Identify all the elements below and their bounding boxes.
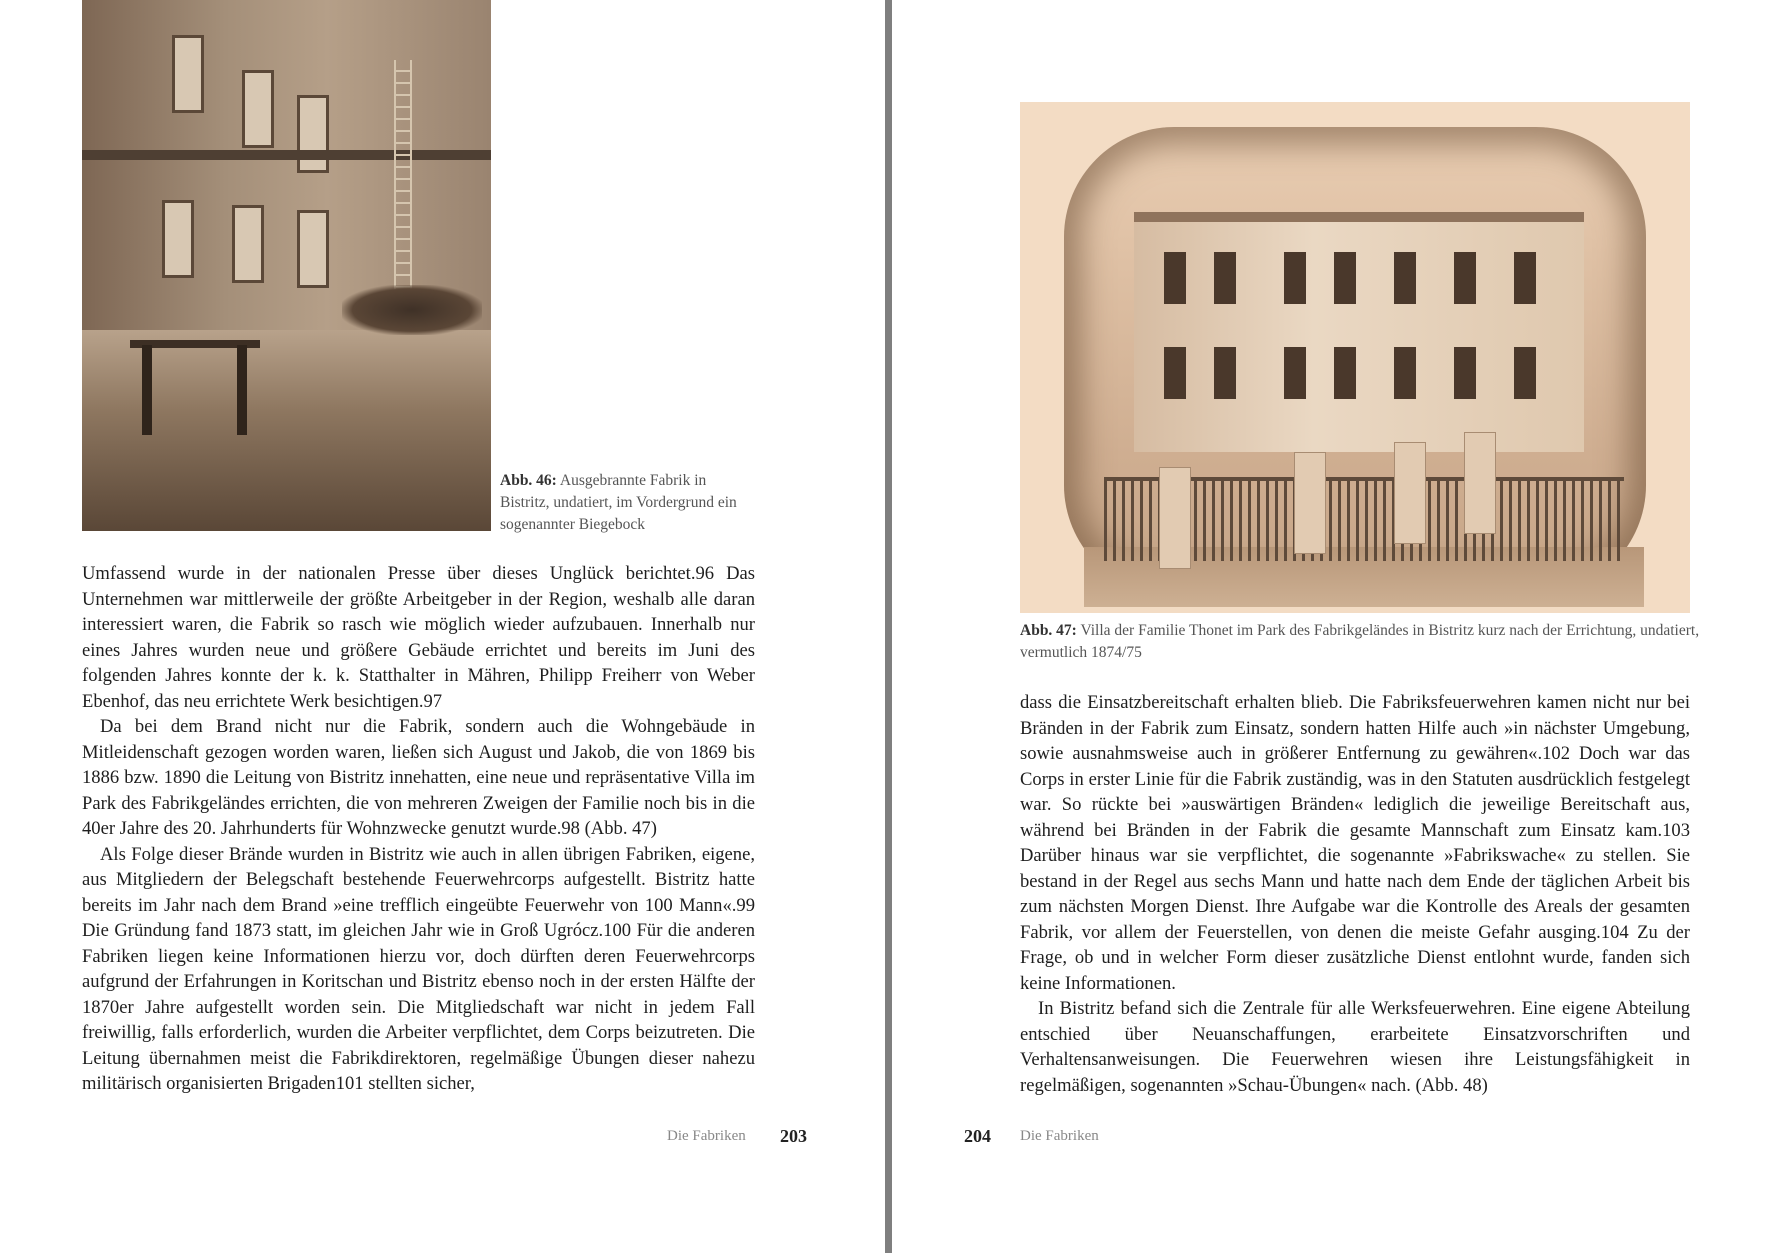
paragraph: Als Folge dieser Brände wurden in Bistritz wie auch in allen übrigen Fabriken, eigene, aus Mitgliedern der Belegschaft bestehende Feuerwehrcorps aufgestellt. Bistritz hatte bereits im Jahr nach dem Brand »eine trefflich eingeübte Feuerwehr von 100 Mann«.99 Die Gründung fand 1873 statt, im gleichen Jahr wie in Groß Ugrócz.100 Für die anderen Fabriken liegen keine Informationen hierzu vor, doch dürften deren Feuerwehrcorps aufgrund der Erfahrungen in Koritschan und Bistritz ebenso noch in der ersten Hälfte der 1870er Jahre aufgestellt worden sein. Die Mitgliedschaft war nicht in jedem Fall freiwillig, falls erforderlich, wurden die Arbeiter verpflichtet, dem Corps beizutreten. Die Leitung übernahmen meist die Fabrikdirektoren, regelmäßige Übungen dieser nahezu militärisch organisierten Brigaden101 stellten sicher, <box>82 843 755 1094</box>
figure-46-caption <box>500 470 750 536</box>
running-footer: Die Fabriken <box>667 1128 746 1144</box>
photo-window <box>1334 347 1356 399</box>
photo-fence-pillar <box>1159 467 1191 569</box>
figure-47-photo <box>1020 102 1690 613</box>
photo-window <box>162 200 194 278</box>
paragraph: In Bistritz befand sich die Zentrale für alle Werksfeuerwehren. Eine eigene Abteilung entschied über Neuanschaffungen, erarbeitete Einsatzvorschriften und Verhaltensanweisungen. Die Feuerwehren wiesen ihre Leistungsfähigkeit in regelmäßigen, sogenannten »Schau-Übungen« nach. (Abb. 48) <box>1020 998 1690 1096</box>
left-body-text <box>82 561 755 1097</box>
figure-47-caption-text: Villa der Familie Thonet im Park des Fabrikgeländes in Bistritz kurz nach der Errichtung, undatiert, vermutlich 1874/75 <box>1020 622 1700 661</box>
photo-window <box>1514 347 1536 399</box>
photo-window <box>297 210 329 288</box>
book-gutter <box>885 0 892 1253</box>
page-number: 204 <box>964 1126 991 1146</box>
photo-window <box>242 70 274 148</box>
figure-46-caption-label: Abb. 46: <box>500 472 557 489</box>
figure-46-photo <box>82 0 491 531</box>
photo-window <box>1214 347 1236 399</box>
photo-bench-leg <box>142 345 152 435</box>
right-page <box>892 0 1780 1253</box>
paragraph: Umfassend wurde in der nationalen Presse über dieses Unglück berichtet.96 Das Unternehmen war mittlerweile der größte Arbeitgeber in der Region, weshalb alle daran interessiert waren, die Fabrik so rasch wie möglich wieder aufzubauen. Innerhalb nur eines Jahres wurden neue und größere Gebäude errichtet und bereits im Juni des folgenden Jahres konnte der k. k. Statthalter in Mähren, Philipp Freiherr von Weber Ebenhof, das neu errichtete Werk besichtigen.97 <box>82 563 755 712</box>
page-number: 203 <box>780 1126 807 1146</box>
photo-bench-leg <box>237 345 247 435</box>
photo-wall <box>82 0 491 330</box>
photo-window <box>1394 252 1416 304</box>
photo-window <box>1454 347 1476 399</box>
photo-window <box>1284 252 1306 304</box>
photo-ladder <box>394 60 412 290</box>
photo-window <box>232 205 264 283</box>
photo-window <box>1334 252 1356 304</box>
right-body-text <box>1020 690 1690 1098</box>
photo-vignette <box>1064 127 1646 595</box>
photo-ledge <box>82 150 491 160</box>
photo-window <box>1514 252 1536 304</box>
photo-window <box>172 35 204 113</box>
photo-fence-pillar <box>1294 452 1326 554</box>
paragraph: dass die Einsatzbereitschaft erhalten blieb. Die Fabriksfeuerwehren kamen nicht nur bei Bränden in der Fabrik zum Einsatz, sondern hatten Hilfe auch »in nächster Umgebung, sowie ausnahmsweise auch in größerer Entfernung zu gewähren«.102 Doch war das Corps in erster Linie für die Fabrik zuständig, was in den Statuten ausdrücklich festgelegt war. So rückte bei »auswärtigen Bränden« lediglich die jeweilige Bereitschaft aus, während bei Bränden in der Fabrik die gesamte Mannschaft zum Einsatz kam.103 Darüber hinaus war sie verpflichtet, die sogenannte »Fabrikswache« zu stellen. Sie bestand in der Regel aus sechs Mann und hatte nach dem Ende der täglichen Arbeit bis zum nächsten Morgen Dienst. Ihre Aufgabe war die Kontrolle des Areals der gesamten Fabrik, vor allem der Feuerstellen, von denen die meiste Gefahr ausging.104 Zu der Frage, ob und in welcher Form dieser zusätzliche Dienst entlohnt wurde, fanden sich keine Informationen. <box>1020 692 1690 994</box>
photo-window <box>1284 347 1306 399</box>
photo-villa <box>1134 212 1584 452</box>
photo-window <box>1394 347 1416 399</box>
photo-window <box>1454 252 1476 304</box>
paragraph: Da bei dem Brand nicht nur die Fabrik, sondern auch die Wohngebäude in Mitleidenschaft gezogen worden waren, ließen sich August und Jakob, die von 1869 bis 1886 bzw. 1890 die Leitung von Bistritz innehatten, eine neue und repräsentative Villa im Park des Fabrikgeländes errichten, die von mehreren Zweigen der Familie noch bis in die 40er Jahre des 20. Jahrhunderts für Wohnzwecke genutzt wurde.98 (Abb. 47) <box>82 716 755 839</box>
photo-window <box>1164 252 1186 304</box>
photo-rubble <box>342 285 482 335</box>
photo-fence-pillar <box>1464 432 1496 534</box>
photo-fence-pillar <box>1394 442 1426 544</box>
left-page <box>0 0 885 1253</box>
figure-47-caption-label: Abb. 47: <box>1020 622 1077 639</box>
running-footer: Die Fabriken <box>1020 1128 1099 1144</box>
figure-47-caption <box>1020 620 1700 664</box>
figure-46-caption-text: Ausgebrannte Fabrik in Bistritz, undatiert, im Vordergrund ein sogenannter Biegebock <box>500 472 737 533</box>
photo-window <box>297 95 329 173</box>
photo-window <box>1164 347 1186 399</box>
photo-window <box>1214 252 1236 304</box>
